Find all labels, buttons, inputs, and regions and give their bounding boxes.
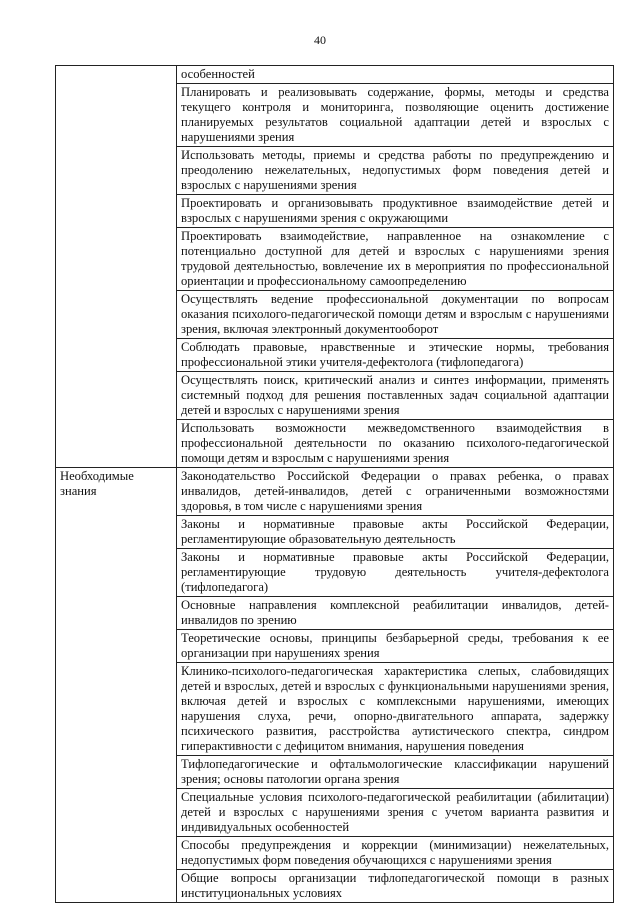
table-cell: Теоретические основы, принципы безбарьерной среды, требования к ее организации при нарушениях зрения — [177, 630, 614, 663]
table-cell: Использовать возможности межведомственного взаимодействия в профессиональной деятельности по оказанию психолого-педагогической помощи детям и взрослым с нарушениями зрения — [177, 420, 614, 468]
table-cell: Законы и нормативные правовые акты Российской Федерации, регламентирующие трудовую деятельность учителя-дефектолога (тифлопедагога) — [177, 549, 614, 597]
table-cell: особенностей — [177, 66, 614, 84]
section-label-skills — [56, 66, 177, 468]
table-row — [56, 468, 614, 516]
table-row — [56, 66, 614, 84]
table-cell: Осуществлять ведение профессиональной документации по вопросам оказания психолого-педагогической помощи детям и взрослым с нарушениями зрения, включая электронный документооборот — [177, 291, 614, 339]
table-cell: Тифлопедагогические и офтальмологические классификации нарушений зрения; основы патологии органа зрения — [177, 756, 614, 789]
table-cell: Специальные условия психолого-педагогической реабилитации (абилитации) детей и взрослых с нарушениями зрения с учетом варианта развития и индивидуальных особенностей — [177, 789, 614, 837]
section-label-knowledge: Необходимые знания — [56, 468, 177, 903]
table-cell: Соблюдать правовые, нравственные и этические нормы, требования профессиональной этики учителя-дефектолога (тифлопедагога) — [177, 339, 614, 372]
table-cell: Основные направления комплексной реабилитации инвалидов, детей-инвалидов по зрению — [177, 597, 614, 630]
page-number: 40 — [314, 33, 326, 47]
table-cell: Проектировать взаимодействие, направленное на ознакомление с потенциально доступной для детей и взрослых с нарушениями зрения трудовой деятельностью, вовлечение их в мероприятия по профессиональной ориентации и профессиональному самоопределению — [177, 228, 614, 291]
table-cell: Общие вопросы организации тифлопедагогической помощи в разных институциональных условиях — [177, 870, 614, 903]
table-cell: Использовать методы, приемы и средства работы по предупреждению и преодолению нежелательных, недопустимых форм поведения детей и взрослых с нарушениями зрения — [177, 147, 614, 195]
table-cell: Планировать и реализовывать содержание, формы, методы и средства текущего контроля и мониторинга, позволяющие оценить достижение планируемых результатов социальной адаптации детей и взрослых с нарушениями зрения — [177, 84, 614, 147]
qualification-table — [55, 65, 614, 903]
table-cell: Законы и нормативные правовые акты Российской Федерации, регламентирующие образовательную деятельность — [177, 516, 614, 549]
table-cell: Осуществлять поиск, критический анализ и синтез информации, применять системный подход для решения поставленных задач социальной адаптации детей и взрослых с нарушениями зрения — [177, 372, 614, 420]
table-cell: Проектировать и организовывать продуктивное взаимодействие детей и взрослых с нарушениями зрения с окружающими — [177, 195, 614, 228]
table-cell: Клинико-психолого-педагогическая характеристика слепых, слабовидящих детей и взрослых, детей и взрослых с функциональными нарушениями зрения, включая детей и взрослых с комплексными нарушениями, имеющих нарушения слуха, речи, опорно-двигательного аппарата, задержку психического развития, расстройства аутистического спектра, синдром гиперактивности с дефицитом внимания, нарушения поведения — [177, 663, 614, 756]
table-cell: Способы предупреждения и коррекции (минимизации) нежелательных, недопустимых форм поведения обучающихся с нарушениями зрения — [177, 837, 614, 870]
table-cell: Законодательство Российской Федерации о правах ребенка, о правах инвалидов, детей-инвалидов, детей с ограниченными возможностями здоровья, в том числе с нарушениями зрения — [177, 468, 614, 516]
